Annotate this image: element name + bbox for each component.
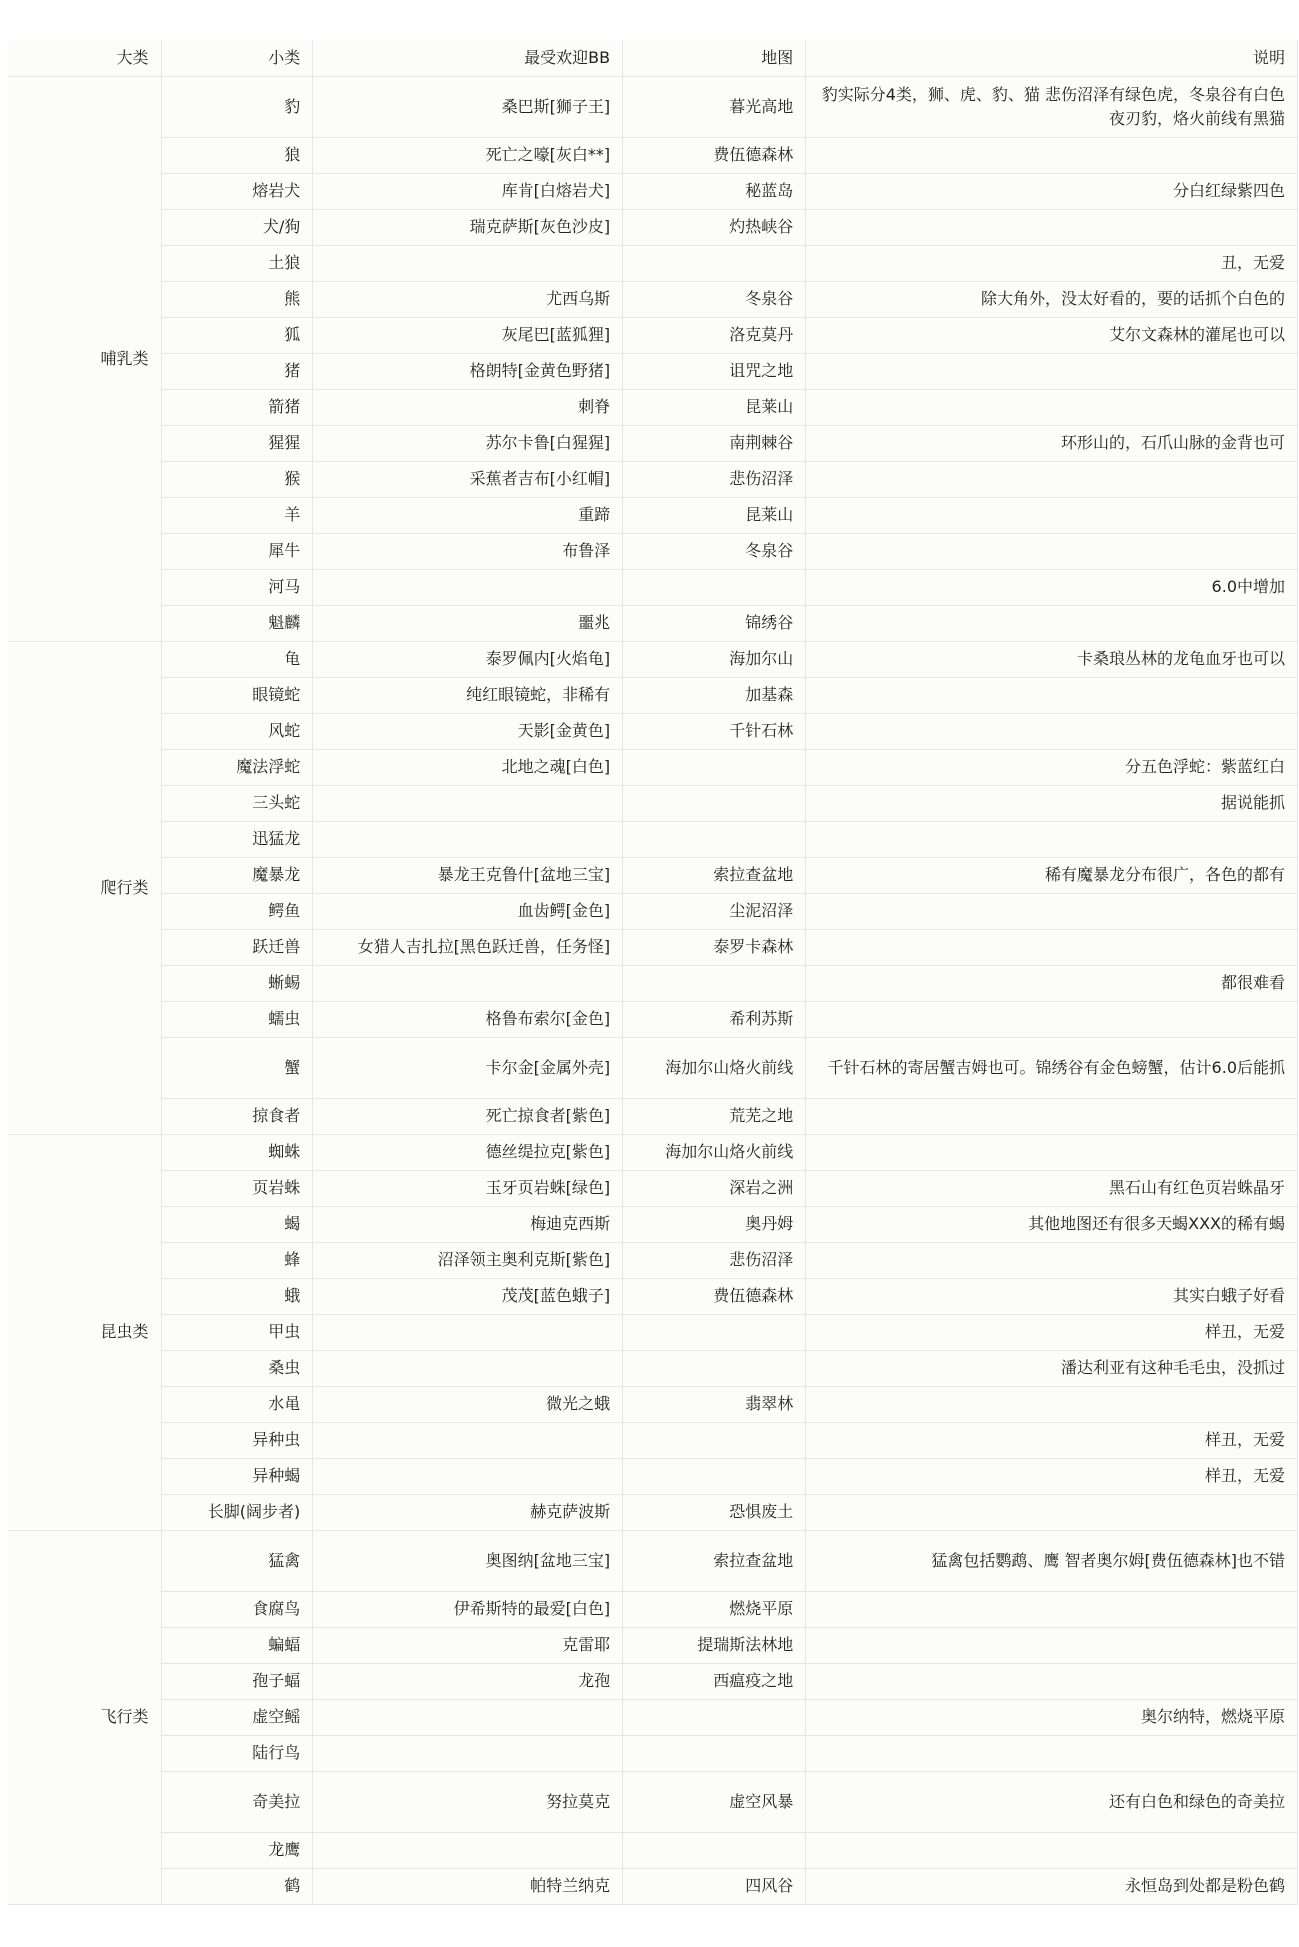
popular-bb-cell: 卡尔金[金属外壳] xyxy=(313,1037,623,1098)
table-row xyxy=(8,317,1298,353)
header-popular-bb: 最受欢迎BB xyxy=(313,40,623,76)
category-cell: 昆虫类 xyxy=(8,1134,161,1530)
subcategory-cell: 狼 xyxy=(161,137,313,173)
popular-bb-cell: 重蹄 xyxy=(313,497,623,533)
table-row xyxy=(8,1530,1298,1591)
notes-cell xyxy=(806,1494,1298,1530)
popular-bb-cell: 尤西乌斯 xyxy=(313,281,623,317)
category-cell: 哺乳类 xyxy=(8,76,161,641)
header-category: 大类 xyxy=(8,40,161,76)
notes-cell xyxy=(806,1627,1298,1663)
subcategory-cell: 蜥蜴 xyxy=(161,965,313,1001)
notes-cell xyxy=(806,1591,1298,1627)
notes-cell: 环形山的，石爪山脉的金背也可 xyxy=(806,425,1298,461)
notes-cell: 都很难看 xyxy=(806,965,1298,1001)
popular-bb-cell xyxy=(313,821,623,857)
popular-bb-cell: 帕特兰纳克 xyxy=(313,1868,623,1904)
subcategory-cell: 异种虫 xyxy=(161,1422,313,1458)
map-cell: 锦绣谷 xyxy=(623,605,806,641)
map-cell: 暮光高地 xyxy=(623,76,806,137)
notes-cell xyxy=(806,821,1298,857)
popular-bb-cell xyxy=(313,1458,623,1494)
subcategory-cell: 眼镜蛇 xyxy=(161,677,313,713)
map-cell: 希利苏斯 xyxy=(623,1001,806,1037)
popular-bb-cell: 赫克萨波斯 xyxy=(313,1494,623,1530)
popular-bb-cell: 龙孢 xyxy=(313,1663,623,1699)
subcategory-cell: 掠食者 xyxy=(161,1098,313,1134)
notes-cell: 黑石山有红色页岩蛛晶牙 xyxy=(806,1170,1298,1206)
subcategory-cell: 跃迁兽 xyxy=(161,929,313,965)
popular-bb-cell xyxy=(313,245,623,281)
subcategory-cell: 猪 xyxy=(161,353,313,389)
table-row xyxy=(8,1458,1298,1494)
map-cell: 西瘟疫之地 xyxy=(623,1663,806,1699)
map-cell xyxy=(623,569,806,605)
header-subcategory: 小类 xyxy=(161,40,313,76)
map-cell: 千针石林 xyxy=(623,713,806,749)
map-cell xyxy=(623,785,806,821)
popular-bb-cell xyxy=(313,569,623,605)
table-row xyxy=(8,1350,1298,1386)
subcategory-cell: 蝙蝠 xyxy=(161,1627,313,1663)
notes-cell: 样丑，无爱 xyxy=(806,1314,1298,1350)
popular-bb-cell: 茂茂[蓝色蛾子] xyxy=(313,1278,623,1314)
notes-cell xyxy=(806,1386,1298,1422)
table-row xyxy=(8,1037,1298,1098)
map-cell: 深岩之洲 xyxy=(623,1170,806,1206)
table-row xyxy=(8,605,1298,641)
subcategory-cell: 魔法浮蛇 xyxy=(161,749,313,785)
subcategory-cell: 食腐鸟 xyxy=(161,1591,313,1627)
table-row xyxy=(8,713,1298,749)
table-row xyxy=(8,1699,1298,1735)
popular-bb-cell xyxy=(313,785,623,821)
table-row xyxy=(8,353,1298,389)
subcategory-cell: 页岩蛛 xyxy=(161,1170,313,1206)
popular-bb-cell: 微光之蛾 xyxy=(313,1386,623,1422)
map-cell: 虚空风暴 xyxy=(623,1771,806,1832)
notes-cell: 其实白蛾子好看 xyxy=(806,1278,1298,1314)
table-row xyxy=(8,677,1298,713)
subcategory-cell: 猛禽 xyxy=(161,1530,313,1591)
map-cell: 南荆棘谷 xyxy=(623,425,806,461)
map-cell: 悲伤沼泽 xyxy=(623,1242,806,1278)
notes-cell: 还有白色和绿色的奇美拉 xyxy=(806,1771,1298,1832)
subcategory-cell: 孢子蝠 xyxy=(161,1663,313,1699)
table-row xyxy=(8,245,1298,281)
notes-cell xyxy=(806,497,1298,533)
map-cell: 索拉查盆地 xyxy=(623,857,806,893)
subcategory-cell: 蝎 xyxy=(161,1206,313,1242)
subcategory-cell: 水黾 xyxy=(161,1386,313,1422)
table-row xyxy=(8,1098,1298,1134)
table-row xyxy=(8,1832,1298,1868)
map-cell xyxy=(623,245,806,281)
subcategory-cell: 猴 xyxy=(161,461,313,497)
table-row xyxy=(8,1663,1298,1699)
table-row xyxy=(8,1386,1298,1422)
map-cell: 昆莱山 xyxy=(623,497,806,533)
table-row xyxy=(8,76,1298,137)
table-row xyxy=(8,785,1298,821)
table-row xyxy=(8,425,1298,461)
popular-bb-cell: 暴龙王克鲁什[盆地三宝] xyxy=(313,857,623,893)
map-cell: 翡翠林 xyxy=(623,1386,806,1422)
table-row xyxy=(8,1001,1298,1037)
notes-cell: 6.0中增加 xyxy=(806,569,1298,605)
notes-cell xyxy=(806,353,1298,389)
subcategory-cell: 鳄鱼 xyxy=(161,893,313,929)
header-row xyxy=(8,40,1298,76)
popular-bb-cell: 桑巴斯[狮子王] xyxy=(313,76,623,137)
map-cell: 昆莱山 xyxy=(623,389,806,425)
popular-bb-cell: 纯红眼镜蛇，非稀有 xyxy=(313,677,623,713)
subcategory-cell: 甲虫 xyxy=(161,1314,313,1350)
table-row xyxy=(8,749,1298,785)
table-row xyxy=(8,1170,1298,1206)
map-cell: 燃烧平原 xyxy=(623,1591,806,1627)
popular-bb-cell: 北地之魂[白色] xyxy=(313,749,623,785)
popular-bb-cell: 苏尔卡鲁[白猩猩] xyxy=(313,425,623,461)
popular-bb-cell: 伊希斯特的最爱[白色] xyxy=(313,1591,623,1627)
subcategory-cell: 熊 xyxy=(161,281,313,317)
notes-cell xyxy=(806,1098,1298,1134)
notes-cell xyxy=(806,1242,1298,1278)
map-cell: 洛克莫丹 xyxy=(623,317,806,353)
popular-bb-cell: 克雷耶 xyxy=(313,1627,623,1663)
table-row xyxy=(8,1494,1298,1530)
map-cell xyxy=(623,1350,806,1386)
subcategory-cell: 迅猛龙 xyxy=(161,821,313,857)
popular-bb-cell: 奥图纳[盆地三宝] xyxy=(313,1530,623,1591)
category-cell: 飞行类 xyxy=(8,1530,161,1904)
map-cell: 秘蓝岛 xyxy=(623,173,806,209)
table-row xyxy=(8,1134,1298,1170)
map-cell: 冬泉谷 xyxy=(623,533,806,569)
subcategory-cell: 桑虫 xyxy=(161,1350,313,1386)
table-row xyxy=(8,965,1298,1001)
table-row xyxy=(8,1242,1298,1278)
popular-bb-cell xyxy=(313,1832,623,1868)
popular-bb-cell xyxy=(313,965,623,1001)
table-row xyxy=(8,1771,1298,1832)
popular-bb-cell: 德丝缇拉克[紫色] xyxy=(313,1134,623,1170)
subcategory-cell: 陆行鸟 xyxy=(161,1735,313,1771)
notes-cell: 艾尔文森林的灌尾也可以 xyxy=(806,317,1298,353)
table-row xyxy=(8,929,1298,965)
popular-bb-cell xyxy=(313,1350,623,1386)
subcategory-cell: 奇美拉 xyxy=(161,1771,313,1832)
popular-bb-cell xyxy=(313,1314,623,1350)
map-cell: 四风谷 xyxy=(623,1868,806,1904)
table-row xyxy=(8,281,1298,317)
map-cell xyxy=(623,749,806,785)
notes-cell xyxy=(806,461,1298,497)
table-row xyxy=(8,137,1298,173)
table-row xyxy=(8,209,1298,245)
map-cell xyxy=(623,1832,806,1868)
table-row xyxy=(8,641,1298,677)
map-cell: 提瑞斯法林地 xyxy=(623,1627,806,1663)
table-row xyxy=(8,533,1298,569)
table-body xyxy=(8,76,1298,1904)
map-cell: 灼热峡谷 xyxy=(623,209,806,245)
popular-bb-cell: 玉牙页岩蛛[绿色] xyxy=(313,1170,623,1206)
notes-cell: 样丑，无爱 xyxy=(806,1422,1298,1458)
notes-cell: 潘达利亚有这种毛毛虫，没抓过 xyxy=(806,1350,1298,1386)
notes-cell xyxy=(806,677,1298,713)
table-row xyxy=(8,1314,1298,1350)
notes-cell: 稀有魔暴龙分布很广，各色的都有 xyxy=(806,857,1298,893)
subcategory-cell: 龙鹰 xyxy=(161,1832,313,1868)
popular-bb-cell xyxy=(313,1699,623,1735)
subcategory-cell: 鹤 xyxy=(161,1868,313,1904)
subcategory-cell: 虚空鳐 xyxy=(161,1699,313,1735)
subcategory-cell: 狐 xyxy=(161,317,313,353)
map-cell xyxy=(623,1314,806,1350)
notes-cell: 奥尔纳特，燃烧平原 xyxy=(806,1699,1298,1735)
map-cell: 尘泥沼泽 xyxy=(623,893,806,929)
notes-cell: 分五色浮蛇：紫蓝红白 xyxy=(806,749,1298,785)
notes-cell: 其他地图还有很多天蝎XXX的稀有蝎 xyxy=(806,1206,1298,1242)
popular-bb-cell: 格鲁布索尔[金色] xyxy=(313,1001,623,1037)
map-cell: 冬泉谷 xyxy=(623,281,806,317)
table-row xyxy=(8,821,1298,857)
header-map: 地图 xyxy=(623,40,806,76)
table-row xyxy=(8,1591,1298,1627)
map-cell: 加基森 xyxy=(623,677,806,713)
subcategory-cell: 魁麟 xyxy=(161,605,313,641)
subcategory-cell: 羊 xyxy=(161,497,313,533)
subcategory-cell: 长脚(阔步者) xyxy=(161,1494,313,1530)
notes-cell xyxy=(806,1832,1298,1868)
popular-bb-cell xyxy=(313,1735,623,1771)
notes-cell xyxy=(806,137,1298,173)
subcategory-cell: 蜂 xyxy=(161,1242,313,1278)
map-cell xyxy=(623,965,806,1001)
table-row xyxy=(8,857,1298,893)
subcategory-cell: 异种蝎 xyxy=(161,1458,313,1494)
table-row xyxy=(8,1627,1298,1663)
header-notes: 说明 xyxy=(806,40,1298,76)
notes-cell xyxy=(806,389,1298,425)
popular-bb-cell: 血齿鳄[金色] xyxy=(313,893,623,929)
notes-cell: 卡桑琅丛林的龙龟血牙也可以 xyxy=(806,641,1298,677)
popular-bb-cell: 女猎人吉扎拉[黑色跃迁兽，任务怪] xyxy=(313,929,623,965)
map-cell: 费伍德森林 xyxy=(623,1278,806,1314)
notes-cell xyxy=(806,1134,1298,1170)
table-row xyxy=(8,461,1298,497)
table-row xyxy=(8,569,1298,605)
subcategory-cell: 蠕虫 xyxy=(161,1001,313,1037)
popular-bb-cell: 瑞克萨斯[灰色沙皮] xyxy=(313,209,623,245)
map-cell: 海加尔山烙火前线 xyxy=(623,1037,806,1098)
subcategory-cell: 熔岩犬 xyxy=(161,173,313,209)
notes-cell: 样丑，无爱 xyxy=(806,1458,1298,1494)
map-cell: 恐惧废土 xyxy=(623,1494,806,1530)
map-cell: 费伍德森林 xyxy=(623,137,806,173)
subcategory-cell: 箭猪 xyxy=(161,389,313,425)
notes-cell xyxy=(806,605,1298,641)
pet-table xyxy=(8,40,1298,1905)
popular-bb-cell: 梅迪克西斯 xyxy=(313,1206,623,1242)
notes-cell xyxy=(806,209,1298,245)
map-cell: 海加尔山烙火前线 xyxy=(623,1134,806,1170)
popular-bb-cell: 努拉莫克 xyxy=(313,1771,623,1832)
notes-cell: 除大角外，没太好看的，要的话抓个白色的 xyxy=(806,281,1298,317)
map-cell: 索拉查盆地 xyxy=(623,1530,806,1591)
table-row xyxy=(8,1206,1298,1242)
map-cell: 荒芜之地 xyxy=(623,1098,806,1134)
map-cell: 泰罗卡森林 xyxy=(623,929,806,965)
notes-cell: 据说能抓 xyxy=(806,785,1298,821)
popular-bb-cell: 采蕉者吉布[小红帽] xyxy=(313,461,623,497)
map-cell: 海加尔山 xyxy=(623,641,806,677)
popular-bb-cell: 死亡之嚎[灰白**] xyxy=(313,137,623,173)
notes-cell: 丑，无爱 xyxy=(806,245,1298,281)
subcategory-cell: 河马 xyxy=(161,569,313,605)
popular-bb-cell: 沼泽领主奥利克斯[紫色] xyxy=(313,1242,623,1278)
subcategory-cell: 龟 xyxy=(161,641,313,677)
subcategory-cell: 犬/狗 xyxy=(161,209,313,245)
notes-cell xyxy=(806,893,1298,929)
subcategory-cell: 三头蛇 xyxy=(161,785,313,821)
notes-cell xyxy=(806,1735,1298,1771)
notes-cell: 猛禽包括鹦鹉、鹰 智者奥尔姆[费伍德森林]也不错 xyxy=(806,1530,1298,1591)
subcategory-cell: 土狼 xyxy=(161,245,313,281)
subcategory-cell: 风蛇 xyxy=(161,713,313,749)
map-cell: 悲伤沼泽 xyxy=(623,461,806,497)
map-cell xyxy=(623,821,806,857)
notes-cell: 永恒岛到处都是粉色鹤 xyxy=(806,1868,1298,1904)
table-row xyxy=(8,389,1298,425)
table-row xyxy=(8,1422,1298,1458)
table-row xyxy=(8,893,1298,929)
popular-bb-cell: 格朗特[金黄色野猪] xyxy=(313,353,623,389)
subcategory-cell: 蛾 xyxy=(161,1278,313,1314)
category-cell: 爬行类 xyxy=(8,641,161,1134)
notes-cell: 豹实际分4类，狮、虎、豹、猫 悲伤沼泽有绿色虎，冬泉谷有白色夜刃豹，烙火前线有黑猫 xyxy=(806,76,1298,137)
map-cell xyxy=(623,1735,806,1771)
subcategory-cell: 猩猩 xyxy=(161,425,313,461)
table-row xyxy=(8,1278,1298,1314)
notes-cell: 分白红绿紫四色 xyxy=(806,173,1298,209)
popular-bb-cell xyxy=(313,1422,623,1458)
map-cell xyxy=(623,1458,806,1494)
map-cell xyxy=(623,1422,806,1458)
table-row xyxy=(8,1868,1298,1904)
popular-bb-cell: 死亡掠食者[紫色] xyxy=(313,1098,623,1134)
table-row xyxy=(8,173,1298,209)
popular-bb-cell: 泰罗佩内[火焰龟] xyxy=(313,641,623,677)
subcategory-cell: 蟹 xyxy=(161,1037,313,1098)
popular-bb-cell: 布鲁泽 xyxy=(313,533,623,569)
subcategory-cell: 犀牛 xyxy=(161,533,313,569)
notes-cell xyxy=(806,929,1298,965)
notes-cell: 千针石林的寄居蟹吉姆也可。锦绣谷有金色螃蟹，估计6.0后能抓 xyxy=(806,1037,1298,1098)
table-row xyxy=(8,497,1298,533)
notes-cell xyxy=(806,533,1298,569)
popular-bb-cell: 灰尾巴[蓝狐狸] xyxy=(313,317,623,353)
popular-bb-cell: 噩兆 xyxy=(313,605,623,641)
subcategory-cell: 豹 xyxy=(161,76,313,137)
map-cell xyxy=(623,1699,806,1735)
subcategory-cell: 蜘蛛 xyxy=(161,1134,313,1170)
notes-cell xyxy=(806,1001,1298,1037)
notes-cell xyxy=(806,1663,1298,1699)
popular-bb-cell: 天影[金黄色] xyxy=(313,713,623,749)
notes-cell xyxy=(806,713,1298,749)
map-cell: 奥丹姆 xyxy=(623,1206,806,1242)
subcategory-cell: 魔暴龙 xyxy=(161,857,313,893)
popular-bb-cell: 库肯[白熔岩犬] xyxy=(313,173,623,209)
popular-bb-cell: 刺脊 xyxy=(313,389,623,425)
table-row xyxy=(8,1735,1298,1771)
map-cell: 诅咒之地 xyxy=(623,353,806,389)
